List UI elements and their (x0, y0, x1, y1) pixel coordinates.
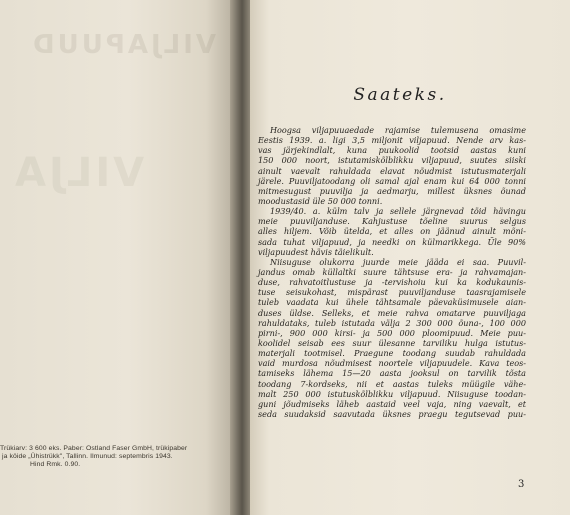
body-line: tuleb vaadata kui ühele tähtsamale päevaküsimusele aian- (258, 297, 526, 308)
body-line: guni jõudmiseks läheb aastaid veel vaja, ning vaevalt, et (258, 398, 526, 409)
body-line: ainult vaevalt rahuldada elavat nõudmist istutusmaterjali (258, 165, 526, 176)
body-line: Eestis 1939. a. ligi 3,5 miljonit viljapuud. Nende arv kas- (258, 135, 526, 146)
imprint-line: Hind Rmk. 0.90. (30, 461, 81, 469)
right-page (250, 0, 570, 515)
body-line: rahuldataks, tuleb istutada välja 2 300 000 õuna-, 100 000 (258, 317, 526, 328)
body-line: duse, rahvatoitlustuse ja -tervishoiu kui ka kodukaunis- (258, 277, 526, 288)
body-text (258, 125, 526, 419)
body-line: alles hiljem. Võib ütelda, et alles on jäänud ainult mõni- (258, 226, 526, 237)
show-through-text-decoration: VILJA (12, 150, 145, 196)
body-line: koolidel seisab ees suur ülesanne tarviliku hulga istutus- (258, 337, 526, 348)
body-line: vas järjekindlalt, kuna puukoolid tootsid aastas kuni (258, 145, 526, 156)
body-line: pirni-, 900 000 kirsi- ja 500 000 ploomipuud. Meie puu- (258, 327, 526, 338)
left-page (0, 0, 234, 515)
body-line: tamiseks lähema 15—20 aasta jooksul on tarvilik tõsta (258, 368, 526, 379)
imprint-block (0, 445, 232, 470)
body-line: järele. Puuviljatoodang oli samal ajal enam kui 64 000 tonni (258, 175, 526, 186)
imprint-line: ja köide „Ühistrükk", Tallinn. Ilmunud: septembris 1943. (2, 453, 173, 461)
body-line: viljapuudest hävis täielikult. (258, 246, 374, 257)
body-line: toodang 7-kordseks, nii et aastas tuleks müügile vähe- (258, 378, 526, 389)
body-line: malt 250 000 istutuskõlblikku viljapuud. Niisuguse toodan- (258, 388, 526, 399)
body-line: mitmesugust puuvilja ja aedmarju, millest üksnes õunad (258, 185, 526, 196)
body-line: 150 000 noort, istutamiskõlblikku viljapuud, suutes siiski (258, 155, 526, 166)
body-line: materjali tootmisel. Praegune toodang suudab rahuldada (258, 348, 526, 359)
body-line: Niisuguse olukorra juurde meie jääda ei saa. Puuvil- (270, 256, 526, 267)
imprint-line: Trükiarv: 3 600 eks. Paber: Ostland Faser GmbH, trükipaber (0, 445, 188, 452)
page-title: Saateks. (353, 85, 447, 105)
body-line: moodustasid üle 50 000 tonni. (258, 195, 383, 206)
body-line: meie puuviljanduse. Kahjustuse tõeline suurus selgus (258, 216, 526, 227)
body-line: Hoogsa viljapuuaedade rajamise tulemusena omasime (270, 125, 526, 135)
body-line: sada tuhat viljapuud, ja needki on külmarikkega. Üle 90% (258, 236, 526, 247)
body-line: jandus omab küllaltki suure tähtsuse era- ja rahvamajan- (258, 266, 526, 277)
body-line: seda suudaksid saavutada üksnes praegu tegutsevad puu- (258, 408, 526, 419)
body-line: 1939/40. a. külm talv ja sellele järgnevad töid hävingu (270, 206, 526, 217)
body-line: duses üldse. Selleks, et meie rahva omatarve puuviljaga (258, 307, 526, 318)
show-through-text-decoration: VILJAPUUD (30, 30, 217, 60)
page-number: 3 (518, 479, 525, 490)
body-line: tuse seisukohast, mispärast puuviljanduse taasrajamisele (258, 287, 526, 298)
body-line: vaid murdosa nõudmisest noortele viljapuudele. Kava teos- (258, 358, 526, 369)
book-gutter (230, 0, 252, 515)
